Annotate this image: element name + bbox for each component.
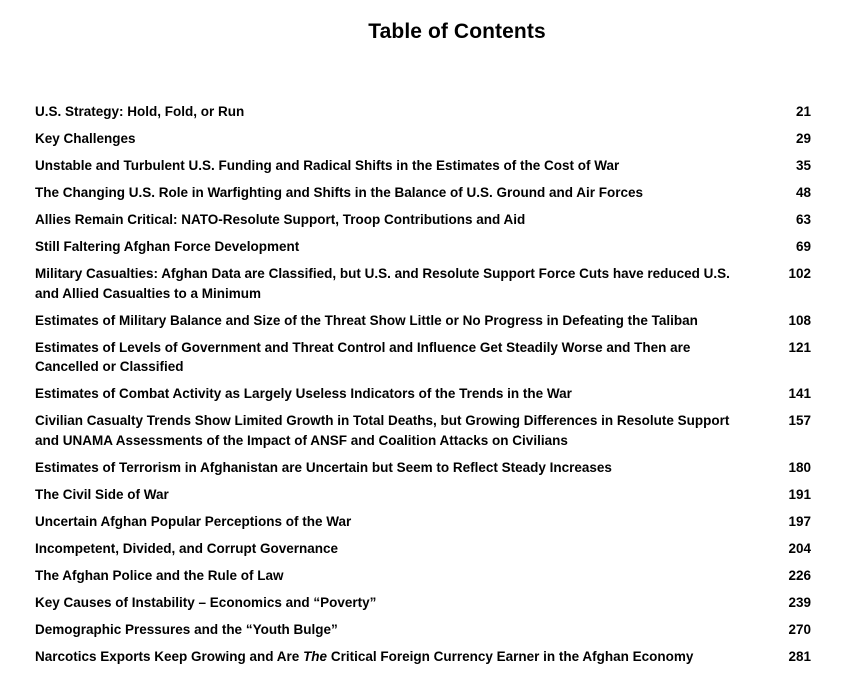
toc-entry-label: Estimates of Terrorism in Afghanistan are Uncertain but Seem to Reflect Steady Increases — [35, 459, 612, 475]
toc-entry-page: 191 — [788, 486, 811, 502]
toc-entry-page: 180 — [788, 459, 811, 475]
toc-entry[interactable] — [35, 311, 811, 331]
toc-entry-page: 204 — [788, 540, 811, 556]
toc-entry[interactable] — [35, 512, 811, 532]
toc-entry-page: 270 — [788, 621, 811, 637]
toc-entry-page: 197 — [788, 513, 811, 529]
toc-entry-label: Still Faltering Afghan Force Development — [35, 239, 300, 254]
toc-entry-label-after: Critical Foreign Currency Earner in the Afghan Economy — [327, 648, 694, 664]
toc-entry-label — [35, 647, 735, 667]
toc-entry-page: 108 — [788, 312, 811, 328]
toc-entry[interactable] — [35, 593, 811, 613]
toc-entry[interactable] — [35, 539, 811, 559]
toc-entry-label: Military Casualties: Afghan Data are Classified, but U.S. and Resolute Support Force Cuts have reduced U.S. and Allied Casualties to a Minimum — [35, 266, 730, 301]
toc-entry[interactable] — [35, 183, 811, 203]
toc-entry[interactable] — [35, 384, 811, 404]
toc-entry[interactable] — [35, 210, 811, 230]
toc-entry[interactable] — [35, 102, 811, 122]
table-of-contents — [35, 102, 811, 674]
toc-entry[interactable] — [35, 237, 811, 257]
toc-entry-page: 121 — [788, 339, 811, 355]
toc-entry-label: The Civil Side of War — [35, 486, 169, 502]
toc-entry-page: 157 — [788, 413, 811, 428]
toc-entry-label-before: Narcotics Exports Keep Growing and Are — [35, 648, 304, 664]
toc-entry-label: Uncertain Afghan Popular Perceptions of the War — [35, 513, 352, 529]
toc-entry-label: Civilian Casualty Trends Show Limited Growth in Total Deaths, but Growing Differences in Resolute Support and UNAMA Assessments of the Impact of ANSF and Coalition Attacks on Civilians — [35, 413, 730, 448]
toc-entry[interactable] — [35, 458, 811, 478]
toc-entry[interactable] — [35, 129, 811, 149]
toc-entry[interactable] — [35, 264, 811, 303]
toc-entry-label: Key Challenges — [35, 131, 136, 146]
toc-entry-page: 69 — [795, 239, 811, 254]
toc-entry-page: 281 — [788, 648, 811, 664]
toc-entry[interactable] — [35, 566, 811, 586]
toc-entry-page: 21 — [795, 104, 811, 119]
toc-entry-page: 226 — [788, 567, 811, 583]
page-title: Table of Contents — [368, 20, 546, 43]
toc-entry-label: The Afghan Police and the Rule of Law — [35, 567, 284, 583]
toc-entry-label: U.S. Strategy: Hold, Fold, or Run — [35, 104, 245, 119]
toc-entry[interactable] — [35, 485, 811, 505]
toc-entry[interactable] — [35, 647, 811, 667]
toc-entry[interactable] — [35, 338, 811, 377]
toc-entry-label: Demographic Pressures and the “Youth Bulge” — [35, 621, 338, 637]
toc-entry[interactable] — [35, 411, 811, 450]
toc-entry-page: 35 — [795, 158, 811, 173]
toc-entry-label: Incompetent, Divided, and Corrupt Governance — [35, 540, 339, 556]
toc-entry-page: 239 — [788, 594, 811, 610]
toc-entry-page: 29 — [795, 131, 811, 146]
toc-entry-label-italic: The — [303, 648, 328, 664]
toc-entry-page: 141 — [788, 386, 811, 401]
toc-entry-label: The Changing U.S. Role in Warfighting and Shifts in the Balance of U.S. Ground and Air Forces — [35, 185, 644, 200]
toc-entry-label: Unstable and Turbulent U.S. Funding and Radical Shifts in the Estimates of the Cost of War — [35, 158, 620, 173]
toc-entry-page: 102 — [788, 266, 811, 281]
toc-entry-label: Allies Remain Critical: NATO-Resolute Support, Troop Contributions and Aid — [35, 212, 526, 227]
toc-entry-page: 63 — [795, 212, 811, 227]
toc-entry-page: 48 — [795, 185, 811, 200]
toc-entry-label: Estimates of Combat Activity as Largely Useless Indicators of the Trends in the War — [35, 386, 572, 401]
toc-entry[interactable] — [35, 156, 811, 176]
toc-entry-label: Estimates of Military Balance and Size of the Threat Show Little or No Progress in Defeating the Taliban — [35, 312, 698, 328]
toc-entry-label: Estimates of Levels of Government and Threat Control and Influence Get Steadily Worse and Then are Cancelled or Classified — [35, 339, 691, 374]
toc-entry[interactable] — [35, 620, 811, 640]
toc-entry-label: Key Causes of Instability – Economics and “Poverty” — [35, 594, 377, 610]
